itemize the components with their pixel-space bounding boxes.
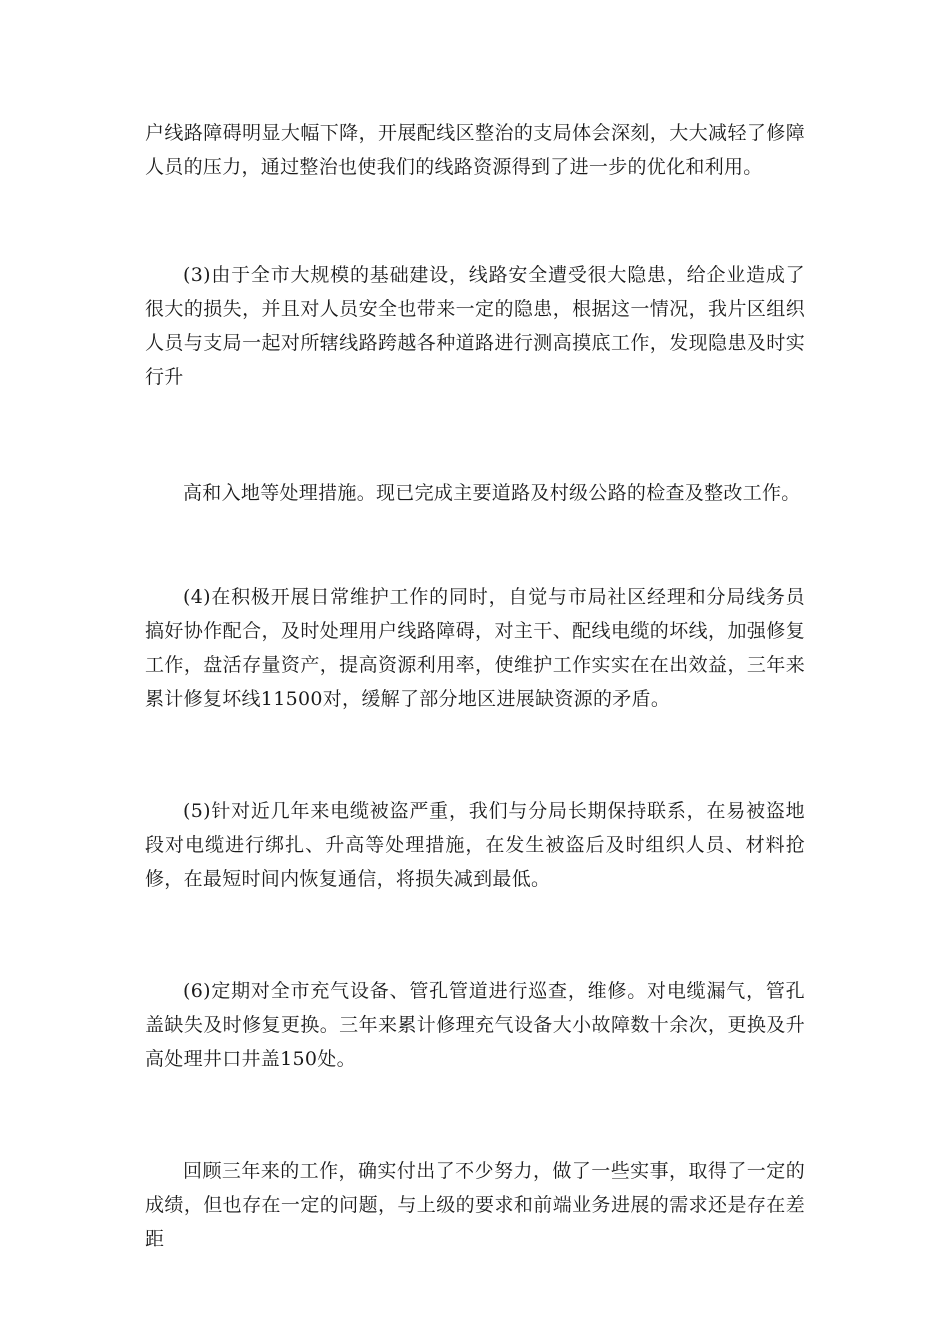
paragraph-item-5: (5)针对近几年来电缆被盗严重，我们与分局长期保持联系，在易被盗地段对电缆进行绑扎、升高等处理措施，在发生被盗后及时组织人员、材料抢修，在最短时间内恢复通信，将损失减到最低。: [145, 800, 805, 890]
paragraph-line-rectification: 户线路障碍明显大幅下降，开展配线区整治的支局体会深刻，大大减轻了修障人员的压力，通过整治也使我们的线路资源得到了进一步的优化和利用。: [145, 122, 805, 178]
paragraph-item-6: (6)定期对全市充气设备、管孔管道进行巡查，维修。对电缆漏气，管孔盖缺失及时修复更换。三年来累计修理充气设备大小故障数十余次，更换及升高处理井口井盖150处。: [145, 980, 805, 1070]
paragraph-review: 回顾三年来的工作，确实付出了不少努力，做了一些实事，取得了一定的成绩，但也存在一定的问题，与上级的要求和前端业务进展的需求还是存在差距: [145, 1160, 805, 1250]
paragraph-item-3: (3)由于全市大规模的基础建设，线路安全遭受很大隐患，给企业造成了很大的损失，并且对人员安全也带来一定的隐患，根据这一情况，我片区组织人员与支局一起对所辖线路跨越各种道路进行测高摸底工作，发现隐患及时实行升: [145, 264, 805, 388]
paragraph-item-3-continued: 高和入地等处理措施。现已完成主要道路及村级公路的检查及整改工作。: [183, 482, 801, 504]
paragraph-item-4: (4)在积极开展日常维护工作的同时，自觉与市局社区经理和分局线务员搞好协作配合，及时处理用户线路障碍，对主干、配线电缆的坏线，加强修复工作，盘活存量资产，提高资源利用率，使维护工作实实在在出效益，三年来累计修复坏线11500对，缓解了部分地区进展缺资源的矛盾。: [145, 586, 805, 710]
